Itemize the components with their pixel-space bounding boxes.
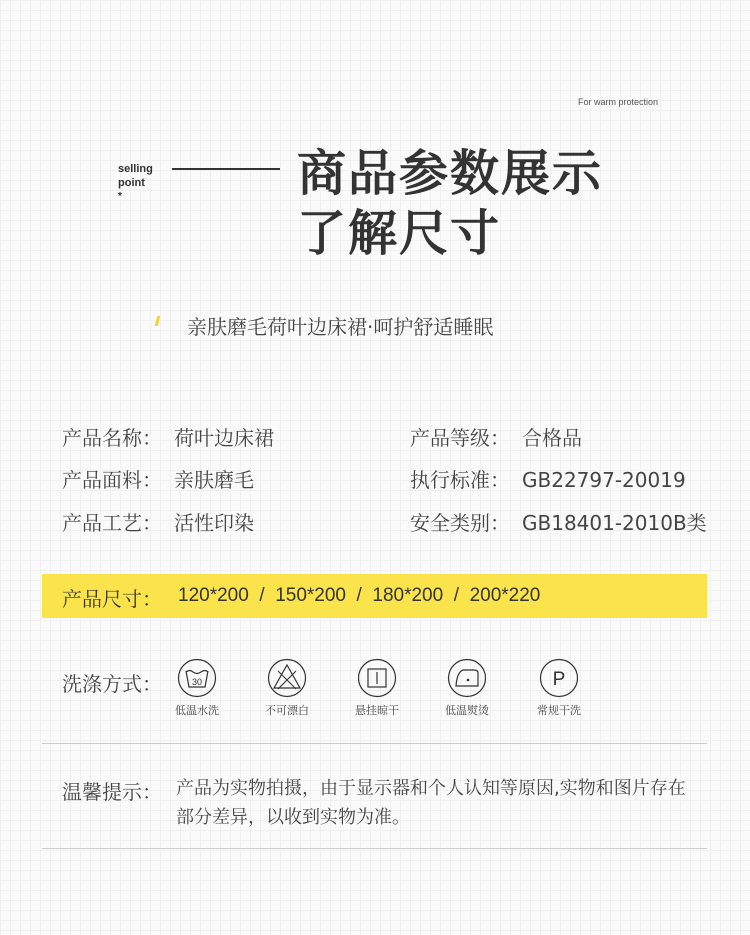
- title-rule: [172, 168, 280, 170]
- wash-item: [252, 658, 322, 718]
- page-subtitle-large: 了解尺寸: [297, 205, 502, 262]
- wash-30-icon: [177, 658, 217, 698]
- param-label: 产品等级：: [410, 426, 510, 450]
- param-value: GB22797-20019: [522, 468, 686, 492]
- wash-caption: 不可漂白: [265, 704, 309, 717]
- tip-label: 温馨提示：: [62, 780, 162, 804]
- wash-item: [524, 658, 594, 718]
- selling-line-2: point: [118, 177, 145, 189]
- param-label: 产品工艺：: [62, 511, 162, 535]
- dry-clean-letter: P: [552, 669, 566, 690]
- param-label: 执行标准：: [410, 468, 510, 492]
- product-tagline: 亲肤磨毛荷叶边床裙·呵护舒适睡眠: [187, 315, 494, 339]
- accent-mark: [155, 316, 161, 326]
- param-row: [62, 424, 274, 452]
- param-value: 荷叶边床裙: [174, 426, 274, 450]
- low-iron-icon: [447, 658, 487, 698]
- selling-star: *: [118, 191, 122, 202]
- hang-dry-icon: [357, 658, 397, 698]
- param-value: 合格品: [522, 426, 582, 450]
- dry-clean-p-icon: [539, 658, 579, 698]
- selling-point-label: [118, 162, 153, 204]
- param-value: 亲肤磨毛: [174, 468, 254, 492]
- no-bleach-icon: [267, 658, 307, 698]
- divider: [42, 743, 707, 744]
- param-row: [62, 466, 254, 494]
- param-label: 产品面料：: [62, 468, 162, 492]
- param-value: GB18401-2010B类: [522, 511, 707, 535]
- wash-caption: 低温水洗: [175, 704, 219, 717]
- page-title: 商品参数展示: [297, 145, 604, 202]
- param-row: [62, 509, 254, 537]
- tagline: For warm protection: [578, 97, 659, 107]
- selling-line-1: selling: [118, 163, 153, 175]
- wash-item: [162, 658, 232, 718]
- size-values: 120*200 / 150*200 / 180*200 / 200*220: [178, 585, 541, 606]
- wash-item: [342, 658, 412, 718]
- divider: [42, 848, 707, 849]
- wash-temp: 30: [191, 677, 203, 687]
- param-label: 安全类别：: [410, 511, 510, 535]
- param-row: [410, 509, 707, 537]
- wash-label: 洗涤方式：: [62, 672, 162, 696]
- wash-caption: 低温熨烫: [445, 704, 489, 717]
- wash-caption: 悬挂晾干: [355, 704, 399, 717]
- wash-item: [432, 658, 502, 718]
- param-row: [410, 424, 582, 452]
- param-row: [410, 466, 686, 494]
- param-label: 产品名称：: [62, 426, 162, 450]
- tip-text: 产品为实物拍摄，由于显示器和个人认知等原因,实物和图片存在部分差异，以收到实物为准。: [176, 778, 686, 828]
- size-label: 产品尺寸：: [62, 587, 162, 611]
- param-value: 活性印染: [174, 511, 254, 535]
- wash-caption: 常规干洗: [537, 704, 581, 717]
